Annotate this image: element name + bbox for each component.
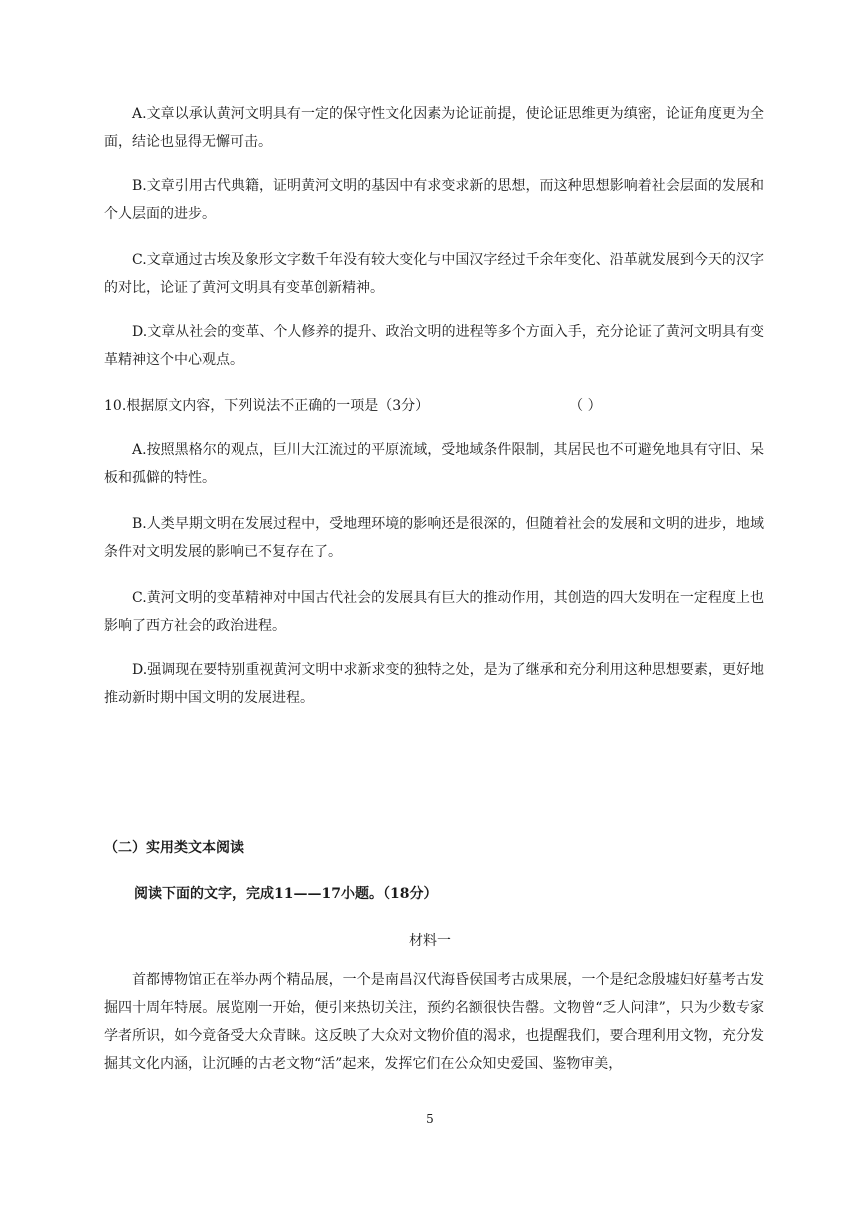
q10-option-a: A.按照黑格尔的观点，巨川大江流过的平原流域，受地域条件限制，其居民也不可避免地具有守旧、呆板和孤僻的特性。	[104, 442, 764, 486]
q10-stem-text: 10.根据原文内容，下列说法不正确的一项是（3分）	[104, 398, 430, 414]
answer-slot: （ ）	[569, 398, 602, 414]
material-text: 首都博物馆正在举办两个精品展，一个是南昌汉代海昏侯国考古成果展，一个是纪念殷墟妇好墓考古发掘四十周年特展。展览刚一开始，便引来热切关注，预约名额很快告罄。文物曾“乏人问津”，只为少数专家学者所识，如今竟备受大众青睐。这反映了大众对文物价值的渴求，也提醒我们，要合理利用文物，充分发掘其文化内涵，让沉睡的古老文物“活”起来，发挥它们在公众知史爱国、鉴物审美，	[104, 972, 764, 1072]
material-title: 材料一	[409, 933, 451, 949]
q9-option-a: A.文章以承认黄河文明具有一定的保守性文化因素为论证前提，使论证思维更为缜密，论证角度更为全面，结论也显得无懈可击。	[104, 106, 764, 150]
q9-option-b: B.文章引用古代典籍，证明黄河文明的基因中有求变求新的思想，而这种思想影响着社会层面的发展和个人层面的进步。	[104, 178, 764, 222]
q9-option-c: C.文章通过古埃及象形文字数千年没有较大变化与中国汉字经过千余年变化、沿革就发展到今天的汉字的对比，论证了黄河文明具有变革创新精神。	[104, 252, 764, 296]
q10-stem	[104, 392, 764, 420]
q10-option-b: B.人类早期文明在发展过程中，受地理环境的影响还是很深的，但随着社会的发展和文明的进步，地域条件对文明发展的影响已不复存在了。	[104, 516, 764, 560]
q10-option-c: C.黄河文明的变革精神对中国古代社会的发展具有巨大的推动作用，其创造的四大发明在一定程度上也影响了西方社会的政治进程。	[104, 590, 764, 634]
q9-option-d: D.文章从社会的变革、个人修养的提升、政治文明的进程等多个方面入手，充分论证了黄河文明具有变革精神这个中心观点。	[104, 324, 764, 368]
page-number: 5	[426, 1112, 434, 1126]
section-title: （二）实用类文本阅读	[104, 840, 244, 856]
q10-option-d: D.强调现在要特别重视黄河文明中求新求变的独特之处，是为了继承和充分利用这种思想要素，更好地推动新时期中国文明的发展进程。	[104, 662, 764, 706]
section-instruction: 阅读下面的文字，完成11——17小题。（18分）	[134, 886, 438, 902]
